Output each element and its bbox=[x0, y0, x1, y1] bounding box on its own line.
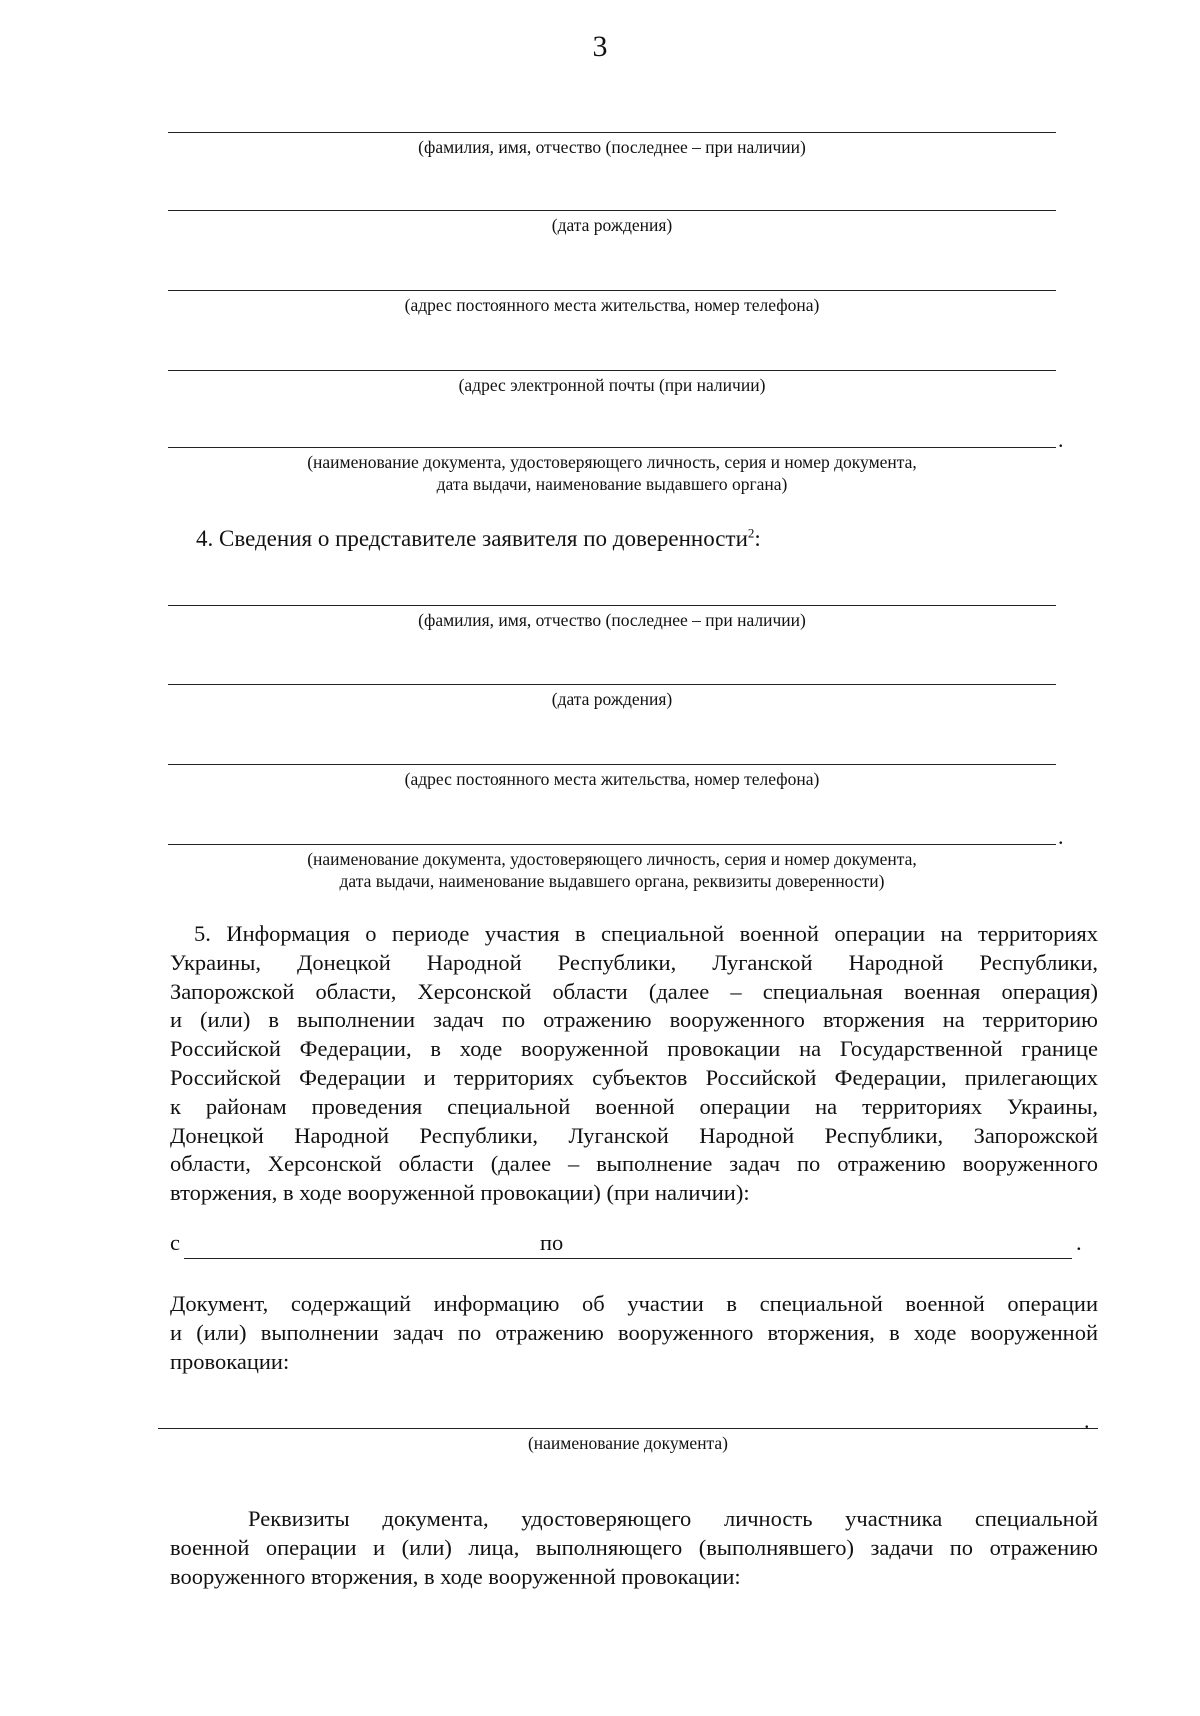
paragraph-line: области, Херсонской области (далее – выполнение задач по отражению вооруженного bbox=[170, 1151, 1098, 1177]
paragraph-line: 5. Информация о периоде участия в специальной военной операции на территориях bbox=[194, 921, 1098, 946]
line-end-dot: . bbox=[1058, 427, 1064, 452]
paragraph-line: Украины, Донецкой Народной Республики, Луганской Народной Республики, bbox=[170, 949, 1098, 975]
caption-id-doc-line1: (наименование документа, удостоверяющего личность, серия и номер документа, bbox=[307, 452, 917, 472]
fill-line bbox=[168, 370, 1056, 371]
fill-line bbox=[168, 605, 1056, 606]
caption-id-doc-line2: дата выдачи, наименование выдавшего органа) bbox=[436, 474, 788, 494]
section-4-text: 4. Сведения о представителе заявителя по доверенности bbox=[196, 526, 748, 551]
line-end-dot: . bbox=[1058, 824, 1064, 849]
fill-line bbox=[158, 1428, 1098, 1429]
caption-fio: (фамилия, имя, отчество (последнее – при наличии) bbox=[418, 137, 806, 157]
period-row bbox=[170, 1230, 1100, 1270]
paragraph-line: вооруженного вторжения, в ходе вооруженной провокации: bbox=[170, 1563, 741, 1589]
fill-line bbox=[168, 210, 1056, 211]
caption-address: (адрес постоянного места жительства, номер телефона) bbox=[404, 295, 820, 315]
fill-line bbox=[168, 684, 1056, 685]
fill-line bbox=[168, 290, 1056, 291]
caption-birth: (дата рождения) bbox=[551, 215, 673, 235]
fill-line bbox=[168, 447, 1056, 448]
fill-line bbox=[168, 764, 1056, 765]
caption-rep-fio: (фамилия, имя, отчество (последнее – при наличии) bbox=[418, 610, 806, 630]
paragraph-line: Российской Федерации и территориях субъектов Российской Федерации, прилегающих bbox=[170, 1064, 1098, 1090]
caption-rep-doc-line1: (наименование документа, удостоверяющего личность, серия и номер документа, bbox=[307, 849, 917, 869]
section-4-colon: : bbox=[754, 526, 761, 551]
line-end-dot: . bbox=[1084, 1408, 1090, 1433]
section-4-heading bbox=[196, 524, 761, 554]
paragraph-line: Запорожской области, Херсонской области (далее – специальная военная операция) bbox=[170, 978, 1098, 1004]
period-from-label: с bbox=[170, 1230, 180, 1255]
period-end-dot: . bbox=[1076, 1230, 1082, 1255]
caption-rep-doc-line2: дата выдачи, наименование выдавшего органа, реквизиты доверенности) bbox=[339, 871, 885, 891]
period-to-input[interactable] bbox=[572, 1258, 1072, 1259]
paragraph-line: и (или) в выполнении задач по отражению вооруженного вторжения на территорию bbox=[170, 1007, 1098, 1033]
section-5-paragraph bbox=[170, 920, 1098, 1208]
paragraph-line: и (или) выполнении задач по отражению вооруженного вторжения, в ходе вооруженной bbox=[170, 1319, 1098, 1345]
period-to-label: по bbox=[540, 1230, 564, 1255]
page-number: 3 bbox=[592, 30, 608, 63]
paragraph-line: военной операции и (или) лица, выполняющего (выполнявшего) задачи по отражению bbox=[170, 1534, 1098, 1560]
paragraph-line: вторжения, в ходе вооруженной провокации) (при наличии): bbox=[170, 1180, 750, 1206]
paragraph-line: Документ, содержащий информацию об участии в специальной военной операции bbox=[170, 1291, 1098, 1316]
caption-rep-birth: (дата рождения) bbox=[551, 689, 673, 709]
paragraph-line: Донецкой Народной Республики, Луганской Народной Республики, Запорожской bbox=[170, 1122, 1098, 1148]
document-info-paragraph bbox=[170, 1290, 1098, 1376]
caption-email: (адрес электронной почты (при наличии) bbox=[458, 375, 766, 395]
fill-line bbox=[168, 844, 1056, 845]
paragraph-line: Реквизиты документа, удостоверяющего личность участника специальной bbox=[248, 1506, 1098, 1531]
paragraph-line: провокации: bbox=[170, 1348, 290, 1374]
caption-rep-address: (адрес постоянного места жительства, номер телефона) bbox=[404, 769, 820, 789]
paragraph-line: Российской Федерации, в ходе вооруженной провокации на Государственной границе bbox=[170, 1036, 1098, 1062]
footnote-mark: 2 bbox=[747, 525, 755, 541]
requisites-paragraph bbox=[170, 1505, 1098, 1591]
caption-doc-name: (наименование документа) bbox=[527, 1433, 729, 1453]
fill-line bbox=[168, 132, 1056, 133]
paragraph-line: к районам проведения специальной военной операции на территориях Украины, bbox=[170, 1093, 1098, 1119]
